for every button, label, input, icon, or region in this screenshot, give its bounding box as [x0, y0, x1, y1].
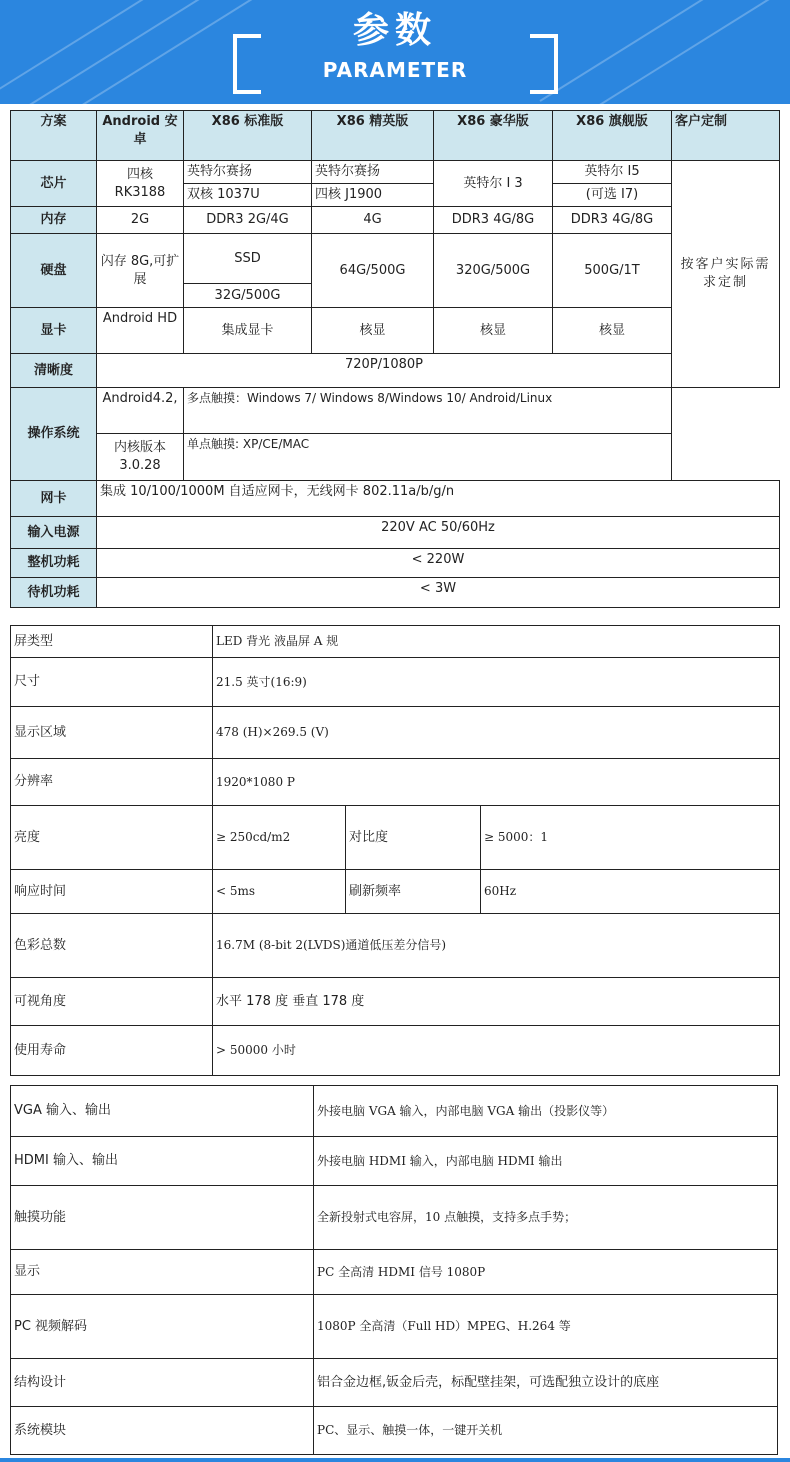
value-display-area: 478 (H)×269.5 (V)	[213, 707, 780, 759]
label-colors: 色彩总数	[11, 914, 213, 978]
memory-elite: 4G	[312, 207, 434, 234]
value-brightness: ≥ 250cd/m2	[213, 806, 346, 870]
gpu-standard: 集成显卡	[184, 308, 312, 354]
memory-luxury: DDR3 4G/8G	[434, 207, 553, 234]
chip-elite-line2: 四核 J1900	[312, 184, 434, 207]
chip-standard-line2: 双核 1037U	[184, 184, 312, 207]
chip-elite-line1: 英特尔赛扬	[312, 161, 434, 184]
label-structure: 结构设计	[11, 1359, 314, 1407]
label-refresh-rate: 刷新频率	[346, 870, 481, 914]
header-x86-luxury: X86 豪华版	[434, 111, 553, 161]
row-label-chip: 芯片	[11, 161, 97, 207]
power-standby-value: < 3W	[97, 578, 780, 608]
header-x86-elite: X86 精英版	[312, 111, 434, 161]
chip-android: 四核 RK3188	[97, 161, 184, 207]
bottom-bar	[0, 1458, 790, 1462]
disk-standard-line1: SSD	[184, 234, 312, 284]
value-contrast: ≥ 5000：1	[481, 806, 780, 870]
value-system-module: PC、显示、触摸一体，一键开关机	[314, 1407, 778, 1455]
disk-standard-line2: 32G/500G	[184, 284, 312, 308]
label-system-module: 系统模块	[11, 1407, 314, 1455]
row-label-memory: 内存	[11, 207, 97, 234]
gpu-android: Android HD	[97, 308, 184, 354]
label-video-decode: PC 视频解码	[11, 1295, 314, 1359]
os-android-line2: 内核版本 3.0.28	[97, 434, 184, 481]
custom-note: 按客户实际需求定制	[672, 161, 780, 388]
memory-flagship: DDR3 4G/8G	[553, 207, 672, 234]
clarity-value: 720P/1080P	[97, 354, 672, 388]
value-resolution: 1920*1080 P	[213, 759, 780, 806]
header-x86-standard: X86 标准版	[184, 111, 312, 161]
value-structure: 铝合金边框,钣金后壳，标配壁挂架，可选配独立设计的底座	[314, 1359, 778, 1407]
value-viewing-angle: 水平 178 度 垂直 178 度	[213, 978, 780, 1026]
label-resolution: 分辨率	[11, 759, 213, 806]
chip-luxury: 英特尔 I 3	[434, 161, 553, 207]
table-header-row	[11, 111, 780, 161]
header-scheme: 方案	[11, 111, 97, 161]
memory-android: 2G	[97, 207, 184, 234]
label-hdmi: HDMI 输入、输出	[11, 1137, 314, 1186]
value-hdmi: 外接电脑 HDMI 输入，内部电脑 HDMI 输出	[314, 1137, 778, 1186]
label-response-time: 响应时间	[11, 870, 213, 914]
row-label-clarity: 清晰度	[11, 354, 97, 388]
label-contrast: 对比度	[346, 806, 481, 870]
label-screen-type: 屏类型	[11, 626, 213, 658]
header-x86-flagship: X86 旗舰版	[553, 111, 672, 161]
value-colors: 16.7M (8-bit 2(LVDS)通道低压差分信号)	[213, 914, 780, 978]
row-label-disk: 硬盘	[11, 234, 97, 308]
disk-elite: 64G/500G	[312, 234, 434, 308]
chip-standard-line1: 英特尔赛扬	[184, 161, 312, 184]
label-touch: 触摸功能	[11, 1186, 314, 1250]
config-table	[10, 110, 780, 608]
value-size: 21.5 英寸(16:9)	[213, 658, 780, 707]
row-label-power-total: 整机功耗	[11, 549, 97, 578]
value-response-time: < 5ms	[213, 870, 346, 914]
value-display: PC 全高清 HDMI 信号 1080P	[314, 1250, 778, 1295]
label-vga: VGA 输入、输出	[11, 1086, 314, 1137]
page-title: 参数	[352, 10, 437, 51]
row-label-os: 操作系统	[11, 388, 97, 481]
value-screen-type: LED 背光 液晶屏 A 规	[213, 626, 780, 658]
disk-android: 闪存 8G,可扩展	[97, 234, 184, 308]
value-video-decode: 1080P 全高清（Full HD）MPEG、H.264 等	[314, 1295, 778, 1359]
label-lifespan: 使用寿命	[11, 1026, 213, 1076]
os-multi-touch: 多点触摸：Windows 7/ Windows 8/Windows 10/ Android/Linux	[184, 388, 672, 434]
header-banner	[0, 0, 790, 104]
disk-luxury: 320G/500G	[434, 234, 553, 308]
memory-standard: DDR3 2G/4G	[184, 207, 312, 234]
header-custom: 客户定制	[672, 111, 780, 161]
page-subtitle: PARAMETER	[322, 58, 468, 82]
value-vga: 外接电脑 VGA 输入，内部电脑 VGA 输出（投影仪等）	[314, 1086, 778, 1137]
label-brightness: 亮度	[11, 806, 213, 870]
header-android: Android 安卓	[97, 111, 184, 161]
gpu-flagship: 核显	[553, 308, 672, 354]
nic-value: 集成 10/100/1000M 自适应网卡，无线网卡 802.11a/b/g/n	[97, 481, 780, 517]
gpu-luxury: 核显	[434, 308, 553, 354]
label-size: 尺寸	[11, 658, 213, 707]
features-table	[10, 1085, 778, 1455]
chip-flagship-line1: 英特尔 I5	[553, 161, 672, 184]
chip-flagship-line2: (可选 I7)	[553, 184, 672, 207]
power-total-value: < 220W	[97, 549, 780, 578]
value-lifespan: > 50000 小时	[213, 1026, 780, 1076]
gpu-elite: 核显	[312, 308, 434, 354]
disk-flagship: 500G/1T	[553, 234, 672, 308]
row-label-nic: 网卡	[11, 481, 97, 517]
row-label-power-standby: 待机功耗	[11, 578, 97, 608]
power-input-value: 220V AC 50/60Hz	[97, 517, 780, 549]
row-label-power-input: 输入电源	[11, 517, 97, 549]
label-display: 显示	[11, 1250, 314, 1295]
row-label-gpu: 显卡	[11, 308, 97, 354]
value-touch: 全新投射式电容屏，10 点触摸，支持多点手势；	[314, 1186, 778, 1250]
display-table	[10, 625, 780, 1076]
label-display-area: 显示区域	[11, 707, 213, 759]
label-viewing-angle: 可视角度	[11, 978, 213, 1026]
value-refresh-rate: 60Hz	[481, 870, 780, 914]
os-single-touch: 单点触摸: XP/CE/MAC	[184, 434, 672, 481]
os-android-line1: Android4.2,	[97, 388, 184, 434]
